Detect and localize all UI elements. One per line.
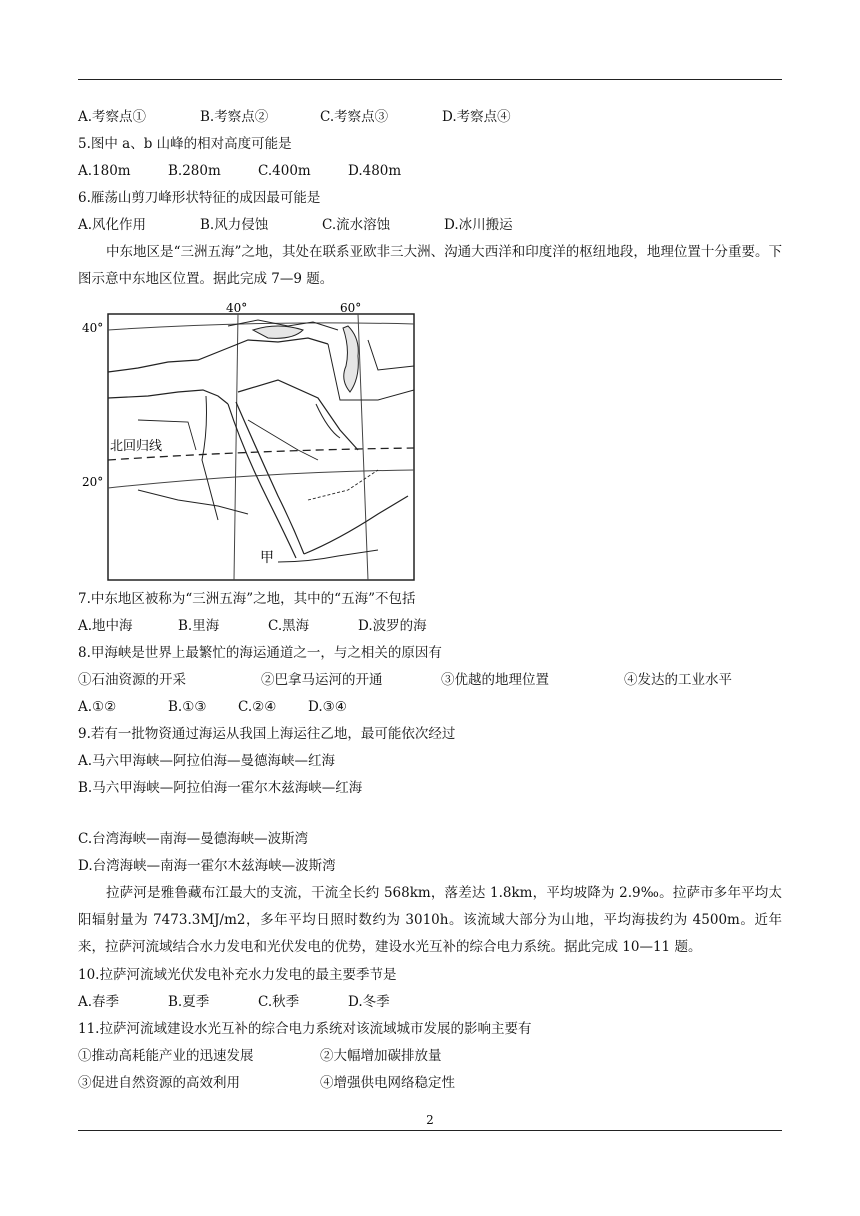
page-number: 2 bbox=[426, 1113, 434, 1127]
q9-option-c: C.台湾海峡—南海—曼德海峡—波斯湾 bbox=[78, 831, 309, 847]
q5-options bbox=[78, 162, 401, 180]
middle-east-map bbox=[78, 300, 418, 582]
q6-stem: 6.雁荡山剪刀峰形状特征的成因最可能是 bbox=[78, 190, 321, 206]
q8-item-1: ①石油资源的开采 bbox=[78, 672, 186, 688]
q5-option-b: B.280m bbox=[168, 163, 221, 179]
q8-option-c: C.②④ bbox=[238, 699, 277, 715]
q7-option-b: B.里海 bbox=[178, 618, 220, 634]
q6-options bbox=[78, 216, 513, 234]
q11-item-4: ④增强供电网络稳定性 bbox=[320, 1075, 455, 1091]
q5-option-c: C.400m bbox=[258, 163, 311, 179]
q11-item-1: ①推动高耗能产业的迅速发展 bbox=[78, 1048, 254, 1064]
q11-items-row2 bbox=[78, 1074, 455, 1092]
q10-option-c: C.秋季 bbox=[258, 994, 300, 1010]
q4-options bbox=[78, 108, 511, 126]
footer-rule bbox=[78, 1130, 782, 1131]
q9-stem: 9.若有一批物资通过海运从我国上海运往乙地，最可能依次经过 bbox=[78, 726, 456, 742]
q10-options bbox=[78, 993, 390, 1011]
q11-item-2: ②大幅增加碳排放量 bbox=[320, 1048, 442, 1064]
q8-option-b: B.①③ bbox=[168, 699, 207, 715]
q5-option-a: A.180m bbox=[78, 163, 131, 179]
passage-lhasa-river: 拉萨河是雅鲁藏布江最大的支流，干流全长约 568km，落差达 1.8km，平均坡降为 2.9‰。拉萨市多年平均太阳辐射量为 7473.3MJ/m2，多年平均日照时数约为 3010h。该流域大部分为山地，平均海拔约为 4500m。近年来，拉萨河流域结合水力发电和光伏发电的优势，建设水光互补的综合电力系统。据此完成 10—11 题。 bbox=[78, 885, 782, 955]
q4-option-b: B.考察点② bbox=[200, 109, 269, 125]
q5-stem: 5.图中 a、b 山峰的相对高度可能是 bbox=[78, 136, 292, 152]
q5-option-d: D.480m bbox=[348, 163, 402, 179]
q6-option-b: B.风力侵蚀 bbox=[200, 217, 269, 233]
header-rule bbox=[78, 79, 782, 80]
q4-option-c: C.考察点③ bbox=[320, 109, 389, 125]
q8-option-a: A.①② bbox=[78, 699, 117, 715]
q11-items-row1 bbox=[78, 1047, 442, 1065]
q8-stem: 8.甲海峡是世界上最繁忙的海运通道之一，与之相关的原因有 bbox=[78, 645, 442, 661]
map-lat-label-20: 20° bbox=[82, 475, 104, 489]
q7-option-a: A.地中海 bbox=[78, 618, 133, 634]
q9-option-d: D.台湾海峡—南海一霍尔木兹海峡—波斯湾 bbox=[78, 858, 336, 874]
q8-items bbox=[78, 671, 732, 689]
q7-option-d: D.波罗的海 bbox=[358, 618, 427, 634]
map-strait-jia-label: 甲 bbox=[260, 550, 274, 566]
q9-option-b: B.马六甲海峡—阿拉伯海一霍尔木兹海峡—红海 bbox=[78, 780, 363, 796]
q10-option-a: A.春季 bbox=[78, 994, 120, 1010]
q6-option-a: A.风化作用 bbox=[78, 217, 147, 233]
q11-stem: 11.拉萨河流域建设水光互补的综合电力系统对该流域城市发展的影响主要有 bbox=[78, 1021, 532, 1037]
passage-middle-east: 中东地区是“三洲五海”之地，其处在联系亚欧非三大洲、沟通大西洋和印度洋的枢纽地段，地理位置十分重要。下图示意中东地区位置。据此完成 7—9 题。 bbox=[78, 244, 782, 287]
q7-stem: 7.中东地区被称为“三洲五海”之地，其中的“五海”不包括 bbox=[78, 591, 416, 607]
q7-options bbox=[78, 617, 427, 635]
q8-item-4: ④发达的工业水平 bbox=[624, 672, 732, 688]
q10-option-b: B.夏季 bbox=[168, 994, 210, 1010]
map-lon-label-40: 40° bbox=[226, 301, 248, 315]
q11-item-3: ③促进自然资源的高效利用 bbox=[78, 1075, 240, 1091]
q10-stem: 10.拉萨河流域光伏发电补充水力发电的最主要季节是 bbox=[78, 967, 397, 983]
q8-option-d: D.③④ bbox=[308, 699, 347, 715]
q7-option-c: C.黑海 bbox=[268, 618, 310, 634]
q8-item-2: ②巴拿马运河的开通 bbox=[261, 672, 383, 688]
map-lat-label-40: 40° bbox=[82, 321, 104, 335]
q4-option-a: A.考察点① bbox=[78, 109, 147, 125]
map-lon-label-60: 60° bbox=[340, 301, 362, 315]
map-tropic-label: 北回归线 bbox=[110, 439, 163, 454]
q8-item-3: ③优越的地理位置 bbox=[441, 672, 549, 688]
q6-option-d: D.冰川搬运 bbox=[444, 217, 513, 233]
q9-option-a: A.马六甲海峡—阿拉伯海—曼德海峡—红海 bbox=[78, 753, 336, 769]
q10-option-d: D.冬季 bbox=[348, 994, 390, 1010]
q6-option-c: C.流水溶蚀 bbox=[322, 217, 391, 233]
q4-option-d: D.考察点④ bbox=[442, 109, 511, 125]
q8-options bbox=[78, 698, 347, 716]
